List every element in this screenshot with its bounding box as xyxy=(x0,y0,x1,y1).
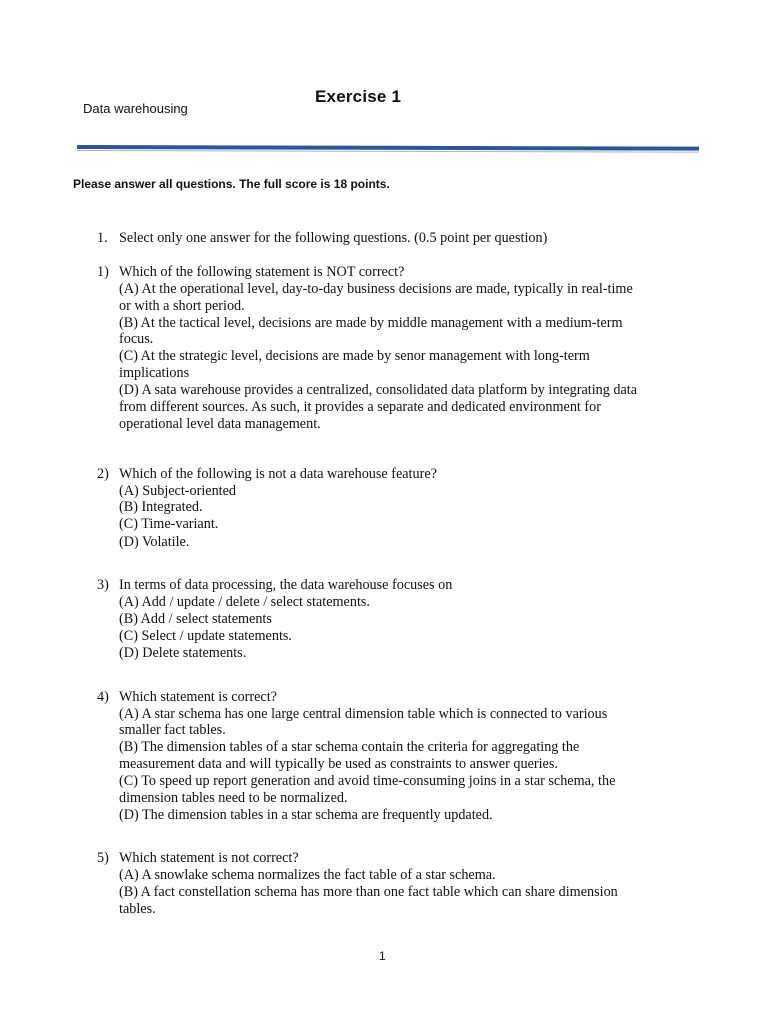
question-line: smaller fact tables. xyxy=(119,722,226,738)
question-line: or with a short period. xyxy=(119,298,245,314)
question-line: (C) At the strategic level, decisions are made by senor management with long-term xyxy=(119,348,590,364)
question-line: dimension tables need to be normalized. xyxy=(119,790,348,806)
section-text: Select only one answer for the following questions. (0.5 point per question) xyxy=(119,230,548,246)
question-number: 2) xyxy=(97,466,109,482)
question-line: (B) Integrated. xyxy=(119,499,203,515)
question-line: Which statement is correct? xyxy=(119,689,277,705)
question-line: (C) Time-variant. xyxy=(119,516,219,532)
question-line: from different sources. As such, it provides a separate and dedicated environment for xyxy=(119,399,601,415)
section-number: 1. xyxy=(97,230,108,246)
question-line: (A) A star schema has one large central dimension table which is connected to various xyxy=(119,706,608,722)
question-line: focus. xyxy=(119,331,154,347)
question-line: (B) At the tactical level, decisions are made by middle management with a medium-term xyxy=(119,315,623,331)
exercise-title: Exercise 1 xyxy=(315,87,402,106)
question-line: (A) At the operational level, day-to-day business decisions are made, typically in real-time xyxy=(119,281,633,297)
question-line: (D) Delete statements. xyxy=(119,645,247,661)
question-line: (D) A sata warehouse provides a centralized, consolidated data platform by integrating data xyxy=(119,382,638,398)
question-line: operational level data management. xyxy=(119,416,321,432)
question-line: (D) The dimension tables in a star schema are frequently updated. xyxy=(119,807,493,823)
question-number: 4) xyxy=(97,689,109,705)
question-line: (B) A fact constellation schema has more than one fact table which can share dimension xyxy=(119,884,618,900)
question-line: (A) Add / update / delete / select statements. xyxy=(119,594,370,610)
question-number: 1) xyxy=(97,264,109,280)
question-line: (A) Subject-oriented xyxy=(119,483,237,499)
question-line: (C) Select / update statements. xyxy=(119,628,292,644)
header-divider-shadow xyxy=(77,150,699,153)
question-line: (A) A snowlake schema normalizes the fact table of a star schema. xyxy=(119,867,496,883)
instructions-text: Please answer all questions. The full score is 18 points. xyxy=(73,177,390,191)
question-line: Which of the following is not a data warehouse feature? xyxy=(119,466,437,482)
question-number: 3) xyxy=(97,577,109,593)
question-line: (B) Add / select statements xyxy=(119,611,272,627)
question-line: measurement data and will typically be used as constraints to answer queries. xyxy=(119,756,558,772)
question-number: 5) xyxy=(97,850,109,866)
question-line: (B) The dimension tables of a star schema contain the criteria for aggregating the xyxy=(119,739,580,755)
question-line: (D) Volatile. xyxy=(119,534,190,550)
subject-label: Data warehousing xyxy=(83,101,188,116)
question-line: Which of the following statement is NOT correct? xyxy=(119,264,405,280)
question-line: In terms of data processing, the data warehouse focuses on xyxy=(119,577,453,593)
question-line: (C) To speed up report generation and avoid time-consuming joins in a star schema, the xyxy=(119,773,616,789)
page-number: 1 xyxy=(379,949,386,963)
question-line: implications xyxy=(119,365,190,381)
question-line: tables. xyxy=(119,901,156,917)
question-line: Which statement is not correct? xyxy=(119,850,299,866)
